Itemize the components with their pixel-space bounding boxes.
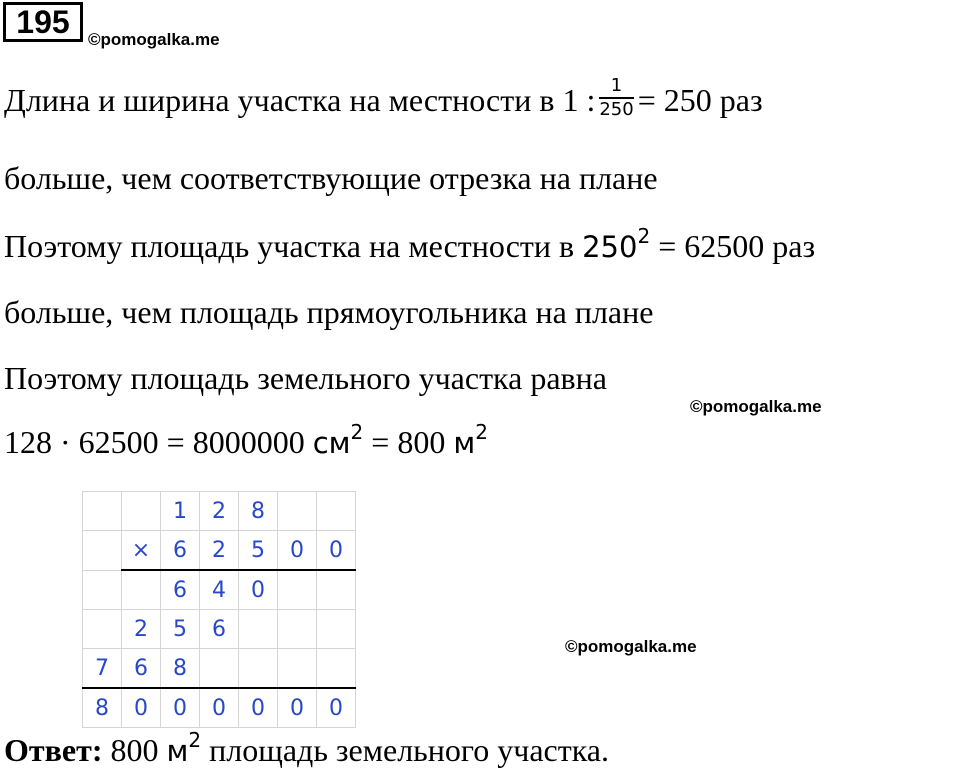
solution-line-6 [4, 422, 488, 463]
calc-cell: 6 [122, 649, 161, 689]
calc-cell [278, 649, 317, 689]
calc-row [83, 688, 356, 728]
text: = 800 [371, 424, 446, 460]
calc-cell: 0 [317, 688, 356, 728]
calc-cell: 6 [200, 610, 239, 649]
calc-cell [122, 570, 161, 610]
text: Длина и ширина участка на местности в 1 : [4, 82, 596, 118]
unit: см [312, 426, 351, 460]
calc-cell: 6 [161, 531, 200, 571]
calc-cell: 5 [239, 531, 278, 571]
exponent: 2 [188, 728, 202, 752]
calc-cell: 0 [200, 688, 239, 728]
calc-cell [317, 649, 356, 689]
calc-cell: 6 [161, 570, 200, 610]
calc-row [83, 492, 356, 531]
solution-line-2: больше, чем соответствующие отрезка на плане [4, 160, 658, 196]
calc-cell: 8 [161, 649, 200, 689]
math-base: 250 [582, 230, 638, 264]
calc-cell [200, 649, 239, 689]
calc-cell [317, 570, 356, 610]
fraction [599, 75, 633, 121]
unit: м [453, 426, 476, 460]
solution-line-5: Поэтому площадь земельного участка равна [4, 360, 607, 396]
exponent: 2 [475, 420, 488, 444]
calc-cell [278, 610, 317, 649]
calc-cell [278, 570, 317, 610]
calc-row [83, 610, 356, 649]
unit: м [166, 734, 189, 768]
calc-cell: 8 [83, 688, 122, 728]
calc-cell [239, 649, 278, 689]
column-multiplication [82, 491, 356, 728]
calc-cell: 2 [122, 610, 161, 649]
solution-line-4: больше, чем площадь прямоугольника на плане [4, 294, 654, 330]
fraction-numerator: 1 [599, 75, 633, 99]
calc-cell: 0 [122, 688, 161, 728]
calc-cell: 0 [239, 570, 278, 610]
calc-cell: 7 [83, 649, 122, 689]
calc-cell: 5 [161, 610, 200, 649]
exponent: 2 [350, 420, 364, 444]
calc-cell: 2 [200, 492, 239, 531]
calc-cell [122, 492, 161, 531]
answer-line [4, 730, 609, 771]
exponent: 2 [637, 224, 651, 248]
problem-number: 195 [3, 2, 83, 42]
calc-cell: 4 [200, 570, 239, 610]
text: = 62500 раз [658, 228, 816, 264]
text: Поэтому площадь участка на местности в [4, 228, 575, 264]
calc-cell: 2 [200, 531, 239, 571]
watermark: ©pomogalka.me [690, 397, 822, 416]
answer-text: площадь земельного участка. [209, 732, 609, 768]
watermark: ©pomogalka.me [565, 637, 697, 656]
watermark: ©pomogalka.me [88, 30, 220, 49]
calc-cell: 8 [239, 492, 278, 531]
solution-line-1 [4, 74, 763, 127]
calc-cell [317, 492, 356, 531]
calc-cell [83, 570, 122, 610]
calc-row [83, 531, 356, 571]
text: = 250 раз [637, 82, 763, 118]
calc-cell [317, 610, 356, 649]
calc-cell [83, 492, 122, 531]
calc-cell: × [122, 531, 161, 571]
calc-cell: 1 [161, 492, 200, 531]
calc-cell: 0 [239, 688, 278, 728]
calc-cell [239, 610, 278, 649]
calc-row [83, 649, 356, 689]
calc-cell: 0 [278, 531, 317, 571]
calc-cell [278, 492, 317, 531]
answer-value: 800 [110, 732, 159, 768]
calc-cell: 0 [278, 688, 317, 728]
calc-row [83, 570, 356, 610]
fraction-denominator: 250 [599, 98, 634, 120]
calc-cell [83, 610, 122, 649]
calc-cell: 0 [161, 688, 200, 728]
answer-label: Ответ: [4, 732, 103, 768]
calc-cell: 0 [317, 531, 356, 571]
calc-cell [83, 531, 122, 571]
text: 128 · 62500 = 8000000 [4, 424, 305, 460]
solution-line-3 [4, 226, 815, 267]
